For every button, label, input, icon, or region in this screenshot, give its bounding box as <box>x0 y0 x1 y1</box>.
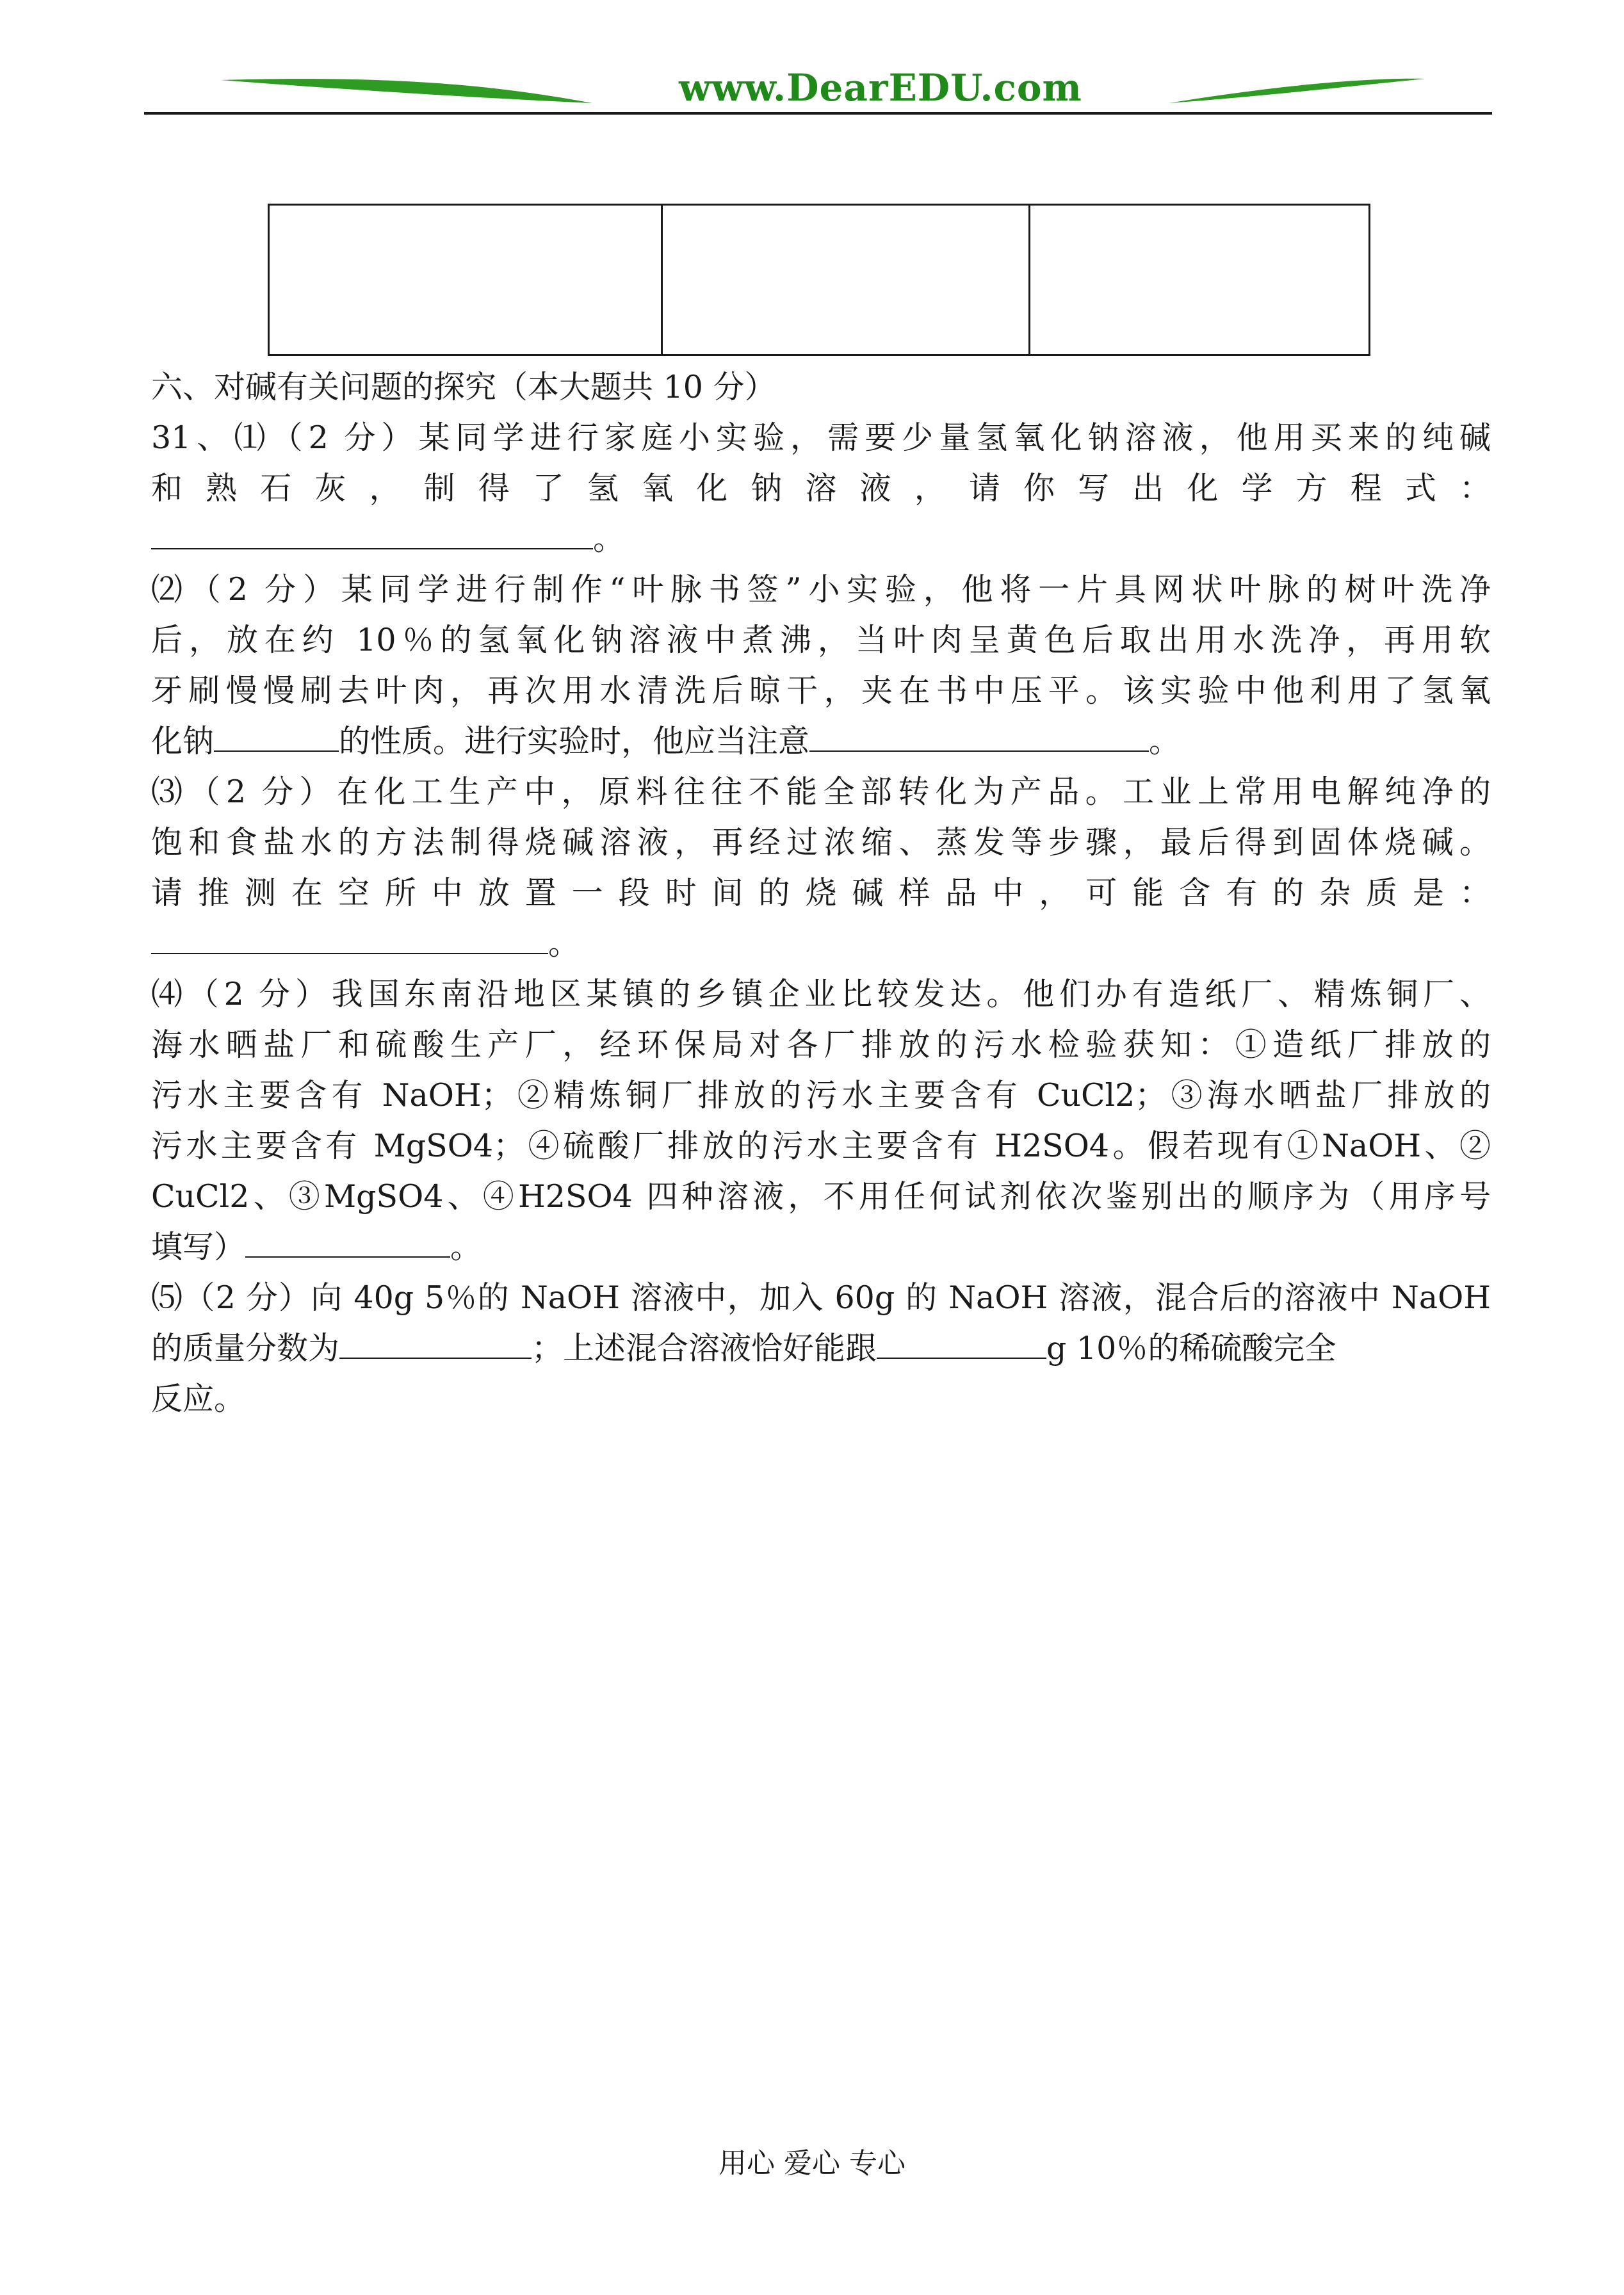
q31-part4-line2: 海水晒盐厂和硫酸生产厂，经环保局对各厂排放的污水检验获知：①造纸厂排放的 <box>151 1026 1491 1063</box>
answer-table <box>268 204 1370 356</box>
answer-blank[interactable] <box>151 520 593 549</box>
text-span: 填写） <box>151 1229 246 1265</box>
table-cell <box>1029 205 1369 355</box>
answer-blank[interactable] <box>214 722 339 752</box>
punctuation: 。 <box>450 1229 482 1265</box>
question-content <box>151 362 1491 1424</box>
q31-part5-line2 <box>151 1323 1491 1374</box>
q31-part1-line1: 31、⑴（2 分）某同学进行家庭小实验，需要少量氢氧化钠溶液，他用买来的纯碱 <box>151 419 1491 456</box>
q31-part3-line2: 饱和食盐水的方法制得烧碱溶液，再经过浓缩、蒸发等步骤，最后得到固体烧碱。 <box>151 824 1491 861</box>
answer-blank[interactable] <box>151 925 548 954</box>
q31-part4-line6 <box>151 1222 1491 1272</box>
q31-part4-line3: 污水主要含有 NaOH；②精炼铜厂排放的污水主要含有 CuCl2；③海水晒盐厂排放的 <box>151 1077 1491 1114</box>
punctuation: 。 <box>593 521 625 557</box>
text-span: 的性质。进行实验时，他应当注意 <box>339 723 810 759</box>
site-logo-text: www.DearEDU.com <box>679 66 1082 109</box>
page-footer: 用心 爱心 专心 <box>719 2147 905 2180</box>
text-span: 的质量分数为 <box>151 1330 340 1366</box>
q31-part2-line2: 后，放在约 10％的氢氧化钠溶液中煮沸，当叶肉呈黄色后取出用水洗净，再用软 <box>151 622 1491 658</box>
text-span: 化钠 <box>151 723 215 759</box>
answer-blank[interactable] <box>339 1329 532 1359</box>
q31-part2-line4 <box>151 716 1491 766</box>
table-cell <box>269 205 662 355</box>
section-title: 六、对碱有关问题的探究（本大题共 10 分） <box>151 369 776 405</box>
page-header <box>144 61 1492 118</box>
text-span: g 10％的稀硫酸完全 <box>1046 1330 1336 1366</box>
q31-part4-line4: 污水主要含有 MgSO4；④硫酸厂排放的污水主要含有 H2SO4。假若现有①NaOH、② <box>151 1128 1491 1164</box>
answer-blank[interactable] <box>809 722 1149 752</box>
answer-blank[interactable] <box>877 1329 1046 1359</box>
table-cell <box>662 205 1029 355</box>
table-row <box>269 205 1370 355</box>
answer-blank[interactable] <box>245 1228 450 1258</box>
q31-part4-line5: CuCl2、③MgSO4、④H2SO4 四种溶液，不用任何试剂依次鉴别出的顺序为（用序号 <box>151 1178 1491 1215</box>
q31-part3-line4 <box>151 918 1491 969</box>
q31-part1-line3 <box>151 514 1491 564</box>
punctuation: 。 <box>1149 723 1181 759</box>
q31-part2-line3: 牙刷慢慢刷去叶肉，再次用水清洗后晾干，夹在书中压平。该实验中他利用了氢氧 <box>151 672 1491 709</box>
q31-part4-line1: ⑷（2 分）我国东南沿地区某镇的乡镇企业比较发达。他们办有造纸厂、精炼铜厂、 <box>151 976 1491 1012</box>
text-span: ；上述混合溶液恰好能跟 <box>532 1330 877 1366</box>
q31-part1-line2: 和熟石灰，制得了氢氧化钠溶液，请你写出化学方程式： <box>151 470 1491 507</box>
q31-part2-line1: ⑵（2 分）某同学进行制作“叶脉书签”小实验，他将一片具网状叶脉的树叶洗净 <box>151 571 1491 608</box>
q31-part5-line3: 反应。 <box>151 1381 246 1417</box>
q31-part5-line1: ⑸（2 分）向 40g 5％的 NaOH 溶液中，加入 60g 的 NaOH 溶液，混合后的溶液中 NaOH <box>151 1279 1491 1316</box>
punctuation: 。 <box>548 925 580 962</box>
q31-part3-line3: 请推测在空所中放置一段时间的烧碱样品中，可能含有的杂质是： <box>151 875 1491 911</box>
q31-part3-line1: ⑶（2 分）在化工生产中，原料往往不能全部转化为产品。工业上常用电解纯净的 <box>151 774 1491 810</box>
header-rule <box>144 112 1492 115</box>
